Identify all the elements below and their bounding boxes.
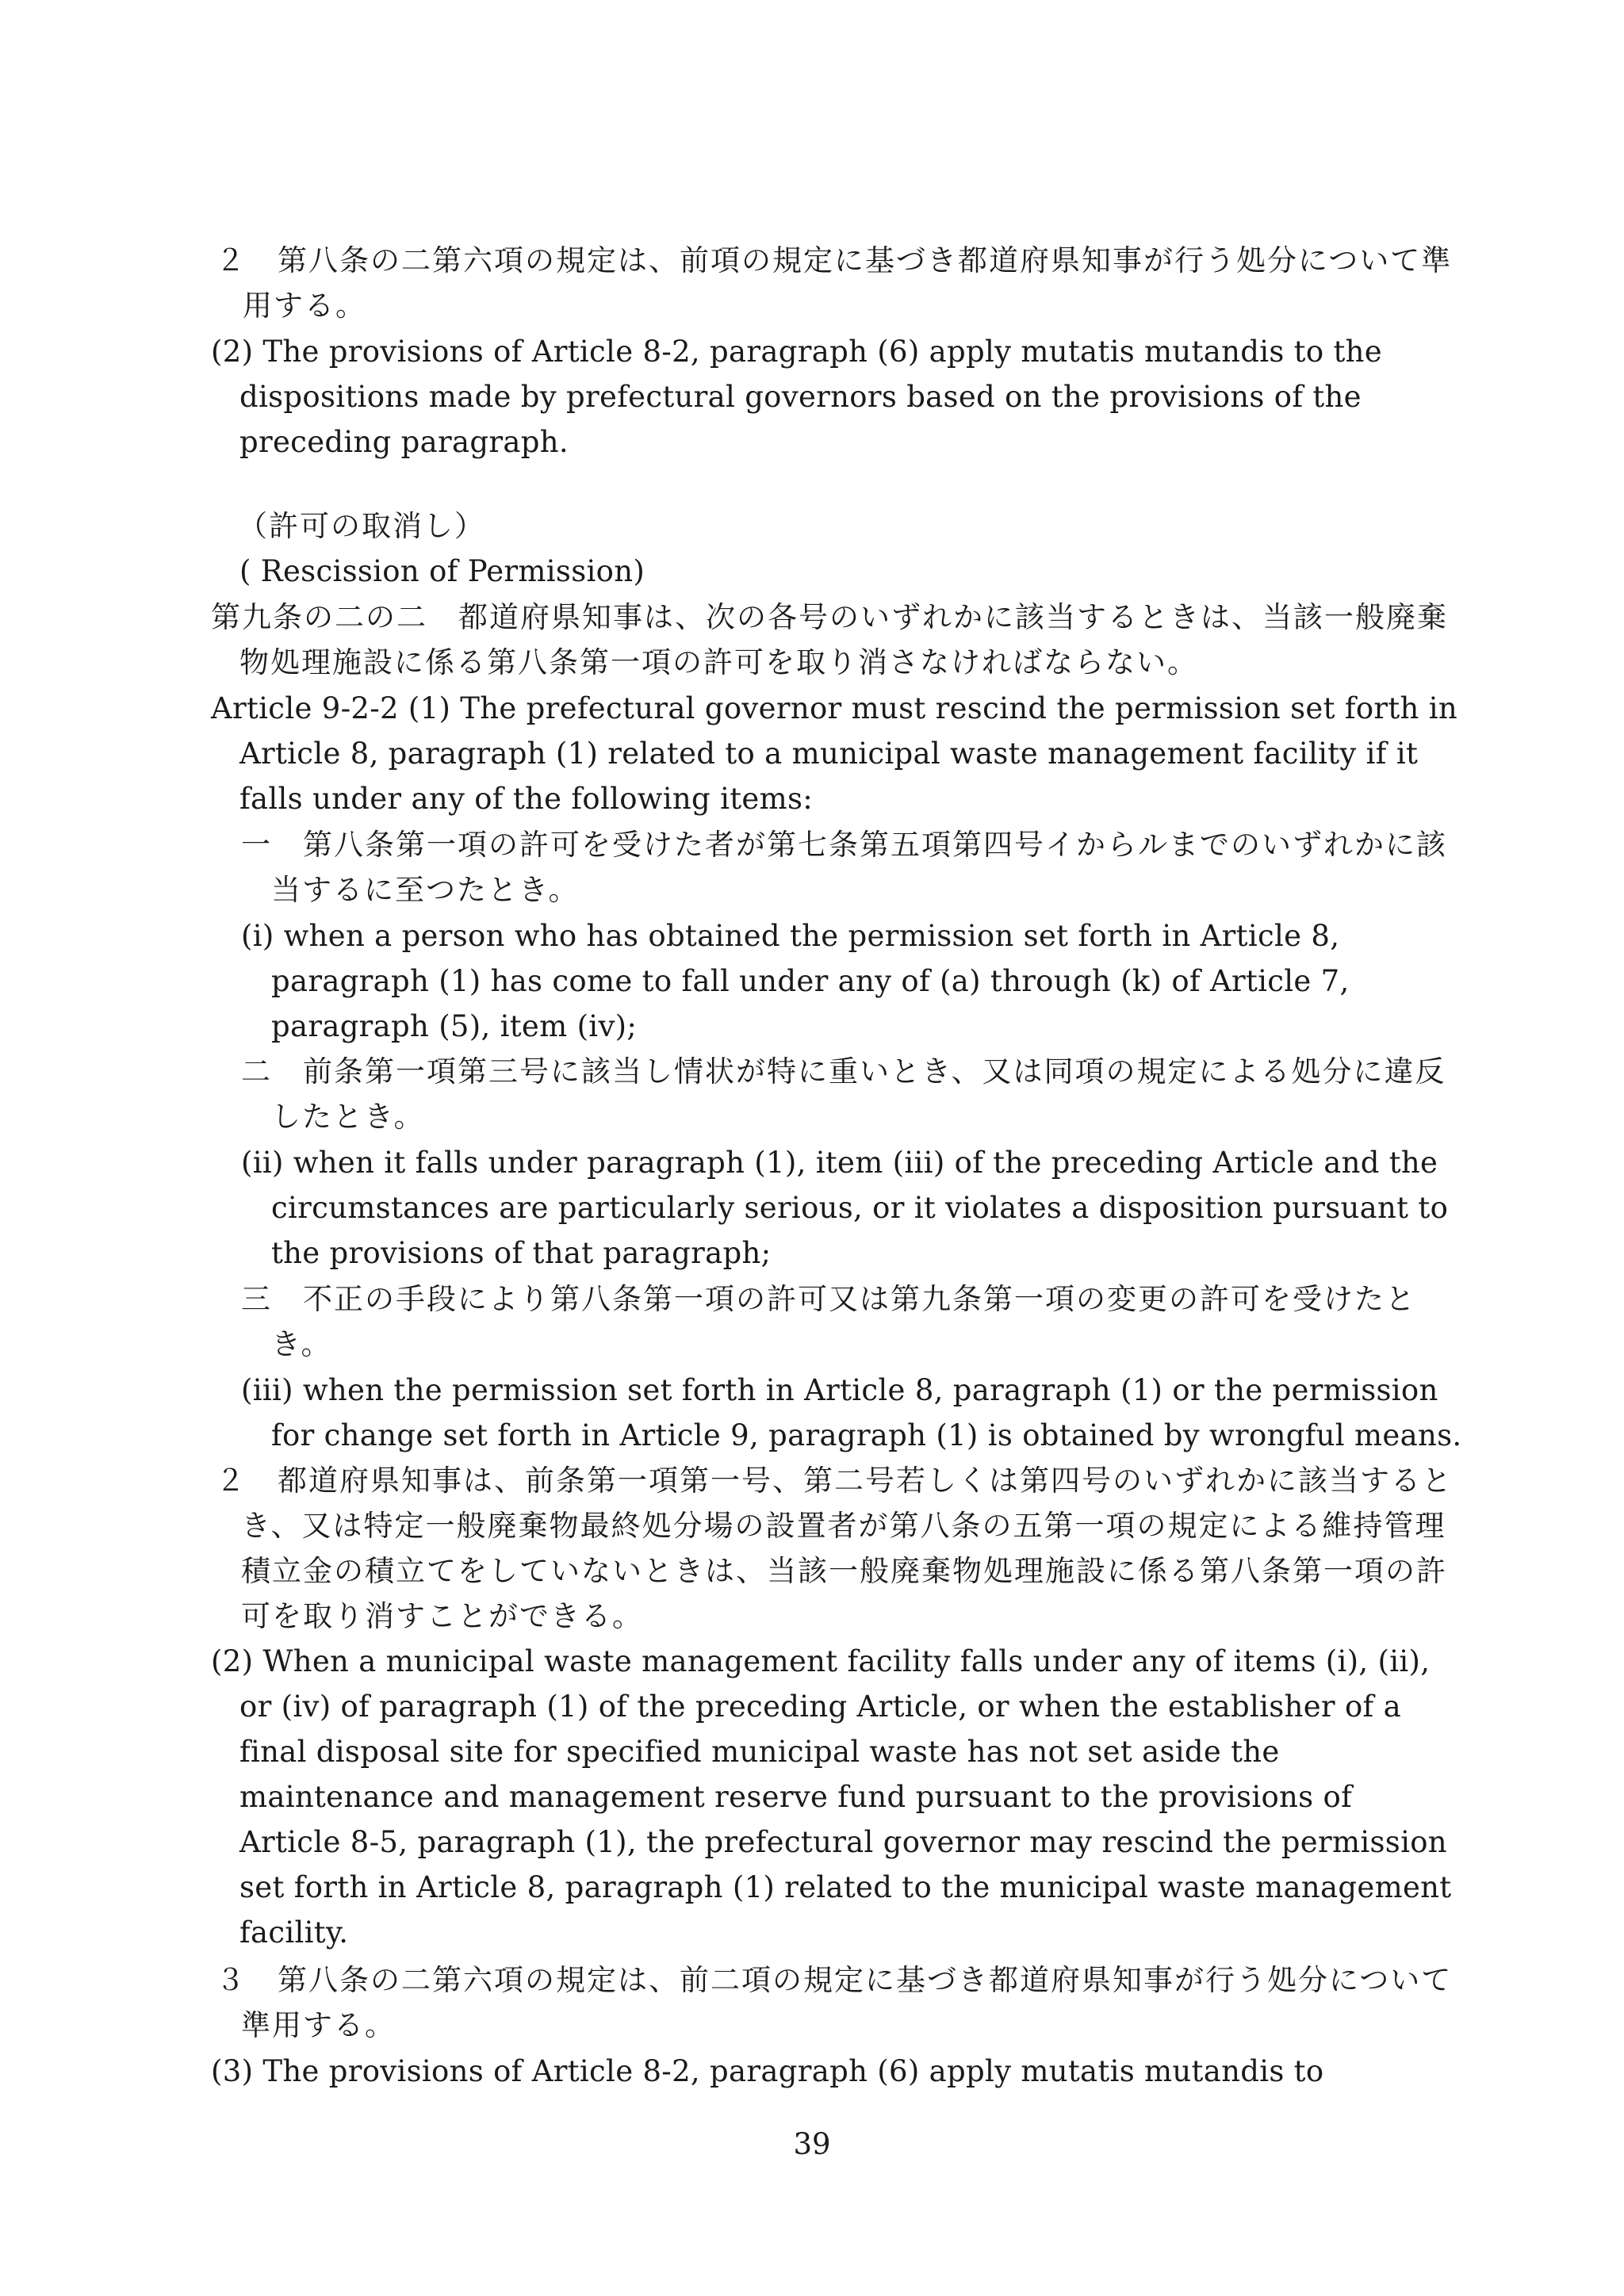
item-2-en: (ii) when it falls under paragraph (1), item (iii) of the preceding Article and the circumstances are particularly serious, or it violates a disposition pursuant to the provisions of that paragraph; bbox=[241, 1146, 1449, 1270]
article-9-2-2-ja: 第九条の二の二 都道府県知事は、次の各号のいずれかに該当するときは、当該一般廃棄物処理施設に係る第八条第一項の許可を取り消さなければならない。 bbox=[211, 600, 1448, 679]
item-1-en: (i) when a person who has obtained the permission set forth in Article 8, paragraph (1) has come to fall under any of (a) through (k) of Article 7, paragraph (5), item (iv); bbox=[241, 919, 1350, 1043]
article-9-2-2-en: Article 9-2-2 (1) The prefectural governor must rescind the permission set forth in Article 8, paragraph (1) related to a municipal waste management facility if it falls under any of the following items: bbox=[211, 691, 1458, 816]
section-caption-ja: （許可の取消し） bbox=[238, 509, 485, 543]
item-3-ja: 三 不正の手段により第八条第一項の許可又は第九条第一項の変更の許可を受けたとき。 bbox=[241, 1282, 1416, 1361]
paragraph-2-en: (2) The provisions of Article 8-2, paragraph (6) apply mutatis mutandis to the dispositions made by prefectural governors based on the provisions of the preceding paragraph. bbox=[211, 335, 1382, 459]
paragraph-2b-en: (2) When a municipal waste management facility falls under any of items (i), (ii), or (iv) of paragraph (1) of the preceding Article, or when the establisher of a final disposal site for specified municipal waste has not set aside the maintenance and management reserve fund pursuant to the provisions of Article 8-5, paragraph (1), the prefectural governor may rescind the permission set forth in Article 8, paragraph (1) related to the municipal waste management facility. bbox=[211, 1644, 1452, 1950]
paragraph-3-en: (3) The provisions of Article 8-2, paragraph (6) apply mutatis mutandis to bbox=[211, 2054, 1324, 2088]
paragraph-2-ja: ２ 第八条の二第六項の規定は、前項の規定に基づき都道府県知事が行う処分について準用する。 bbox=[216, 243, 1453, 323]
item-2-ja: 二 前条第一項第三号に該当し情状が特に重いとき、又は同項の規定による処分に違反したとき。 bbox=[241, 1054, 1446, 1134]
item-1-ja: 一 第八条第一項の許可を受けた者が第七条第五項第四号イからルまでのいずれかに該当するに至つたとき。 bbox=[241, 828, 1447, 907]
paragraph-3-ja: ３ 第八条の二第六項の規定は、前二項の規定に基づき都道府県知事が行う処分について準用する。 bbox=[216, 1963, 1453, 2042]
section-caption-en: ( Rescission of Permission) bbox=[239, 554, 645, 588]
item-3-en: (iii) when the permission set forth in Article 8, paragraph (1) or the permission for change set forth in Article 9, paragraph (1) is obtained by wrongful means. bbox=[241, 1373, 1462, 1452]
page-number: 39 bbox=[793, 2127, 831, 2161]
paragraph-2b-ja: ２ 都道府県知事は、前条第一項第一号、第二号若しくは第四号のいずれかに該当するとき、又は特定一般廃棄物最終処分場の設置者が第八条の五第一項の規定による維持管理積立金の積立てをしていないときは、当該一般廃棄物処理施設に係る第八条第一項の許可を取り消すことができる。 bbox=[216, 1464, 1453, 1633]
